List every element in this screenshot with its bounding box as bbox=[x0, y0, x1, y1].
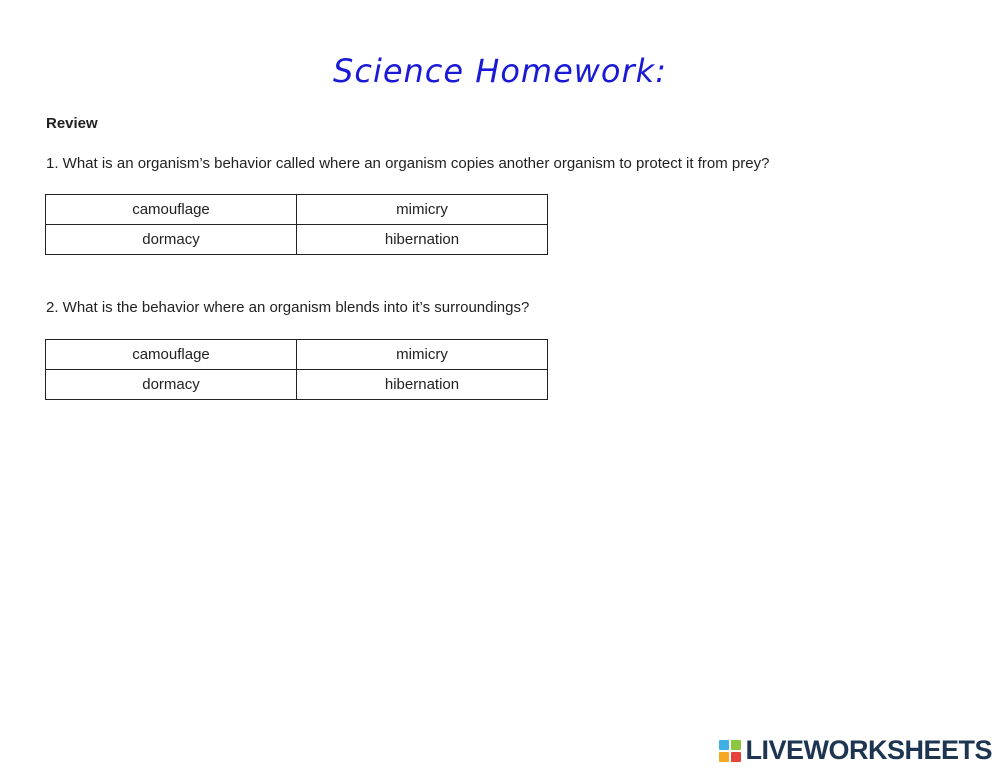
question-2-text: 2. What is the behavior where an organism blends into it’s surroundings? bbox=[46, 299, 530, 316]
liveworksheets-logo-icon bbox=[719, 740, 741, 762]
option-cell[interactable]: camouflage bbox=[46, 195, 297, 225]
section-heading: Review bbox=[46, 115, 98, 132]
option-cell[interactable]: dormacy bbox=[46, 370, 297, 400]
worksheet-title: Science Homework: bbox=[333, 52, 667, 90]
liveworksheets-branding[interactable] bbox=[719, 735, 992, 766]
option-cell[interactable]: dormacy bbox=[46, 225, 297, 255]
logo-square-icon bbox=[719, 740, 729, 750]
logo-square-icon bbox=[731, 752, 741, 762]
question-1-options-table bbox=[45, 194, 548, 255]
option-cell[interactable]: hibernation bbox=[297, 370, 548, 400]
logo-square-icon bbox=[719, 752, 729, 762]
question-1-text: 1. What is an organism’s behavior called where an organism copies another organism to protect it from prey? bbox=[46, 155, 770, 172]
table-row bbox=[46, 340, 548, 370]
brand-name: LIVEWORKSHEETS bbox=[745, 735, 992, 765]
option-cell[interactable]: mimicry bbox=[297, 195, 548, 225]
table-row bbox=[46, 225, 548, 255]
table-row bbox=[46, 370, 548, 400]
option-cell[interactable]: mimicry bbox=[297, 340, 548, 370]
table-row bbox=[46, 195, 548, 225]
logo-square-icon bbox=[731, 740, 741, 750]
option-cell[interactable]: hibernation bbox=[297, 225, 548, 255]
option-cell[interactable]: camouflage bbox=[46, 340, 297, 370]
question-2-options-table bbox=[45, 339, 548, 400]
